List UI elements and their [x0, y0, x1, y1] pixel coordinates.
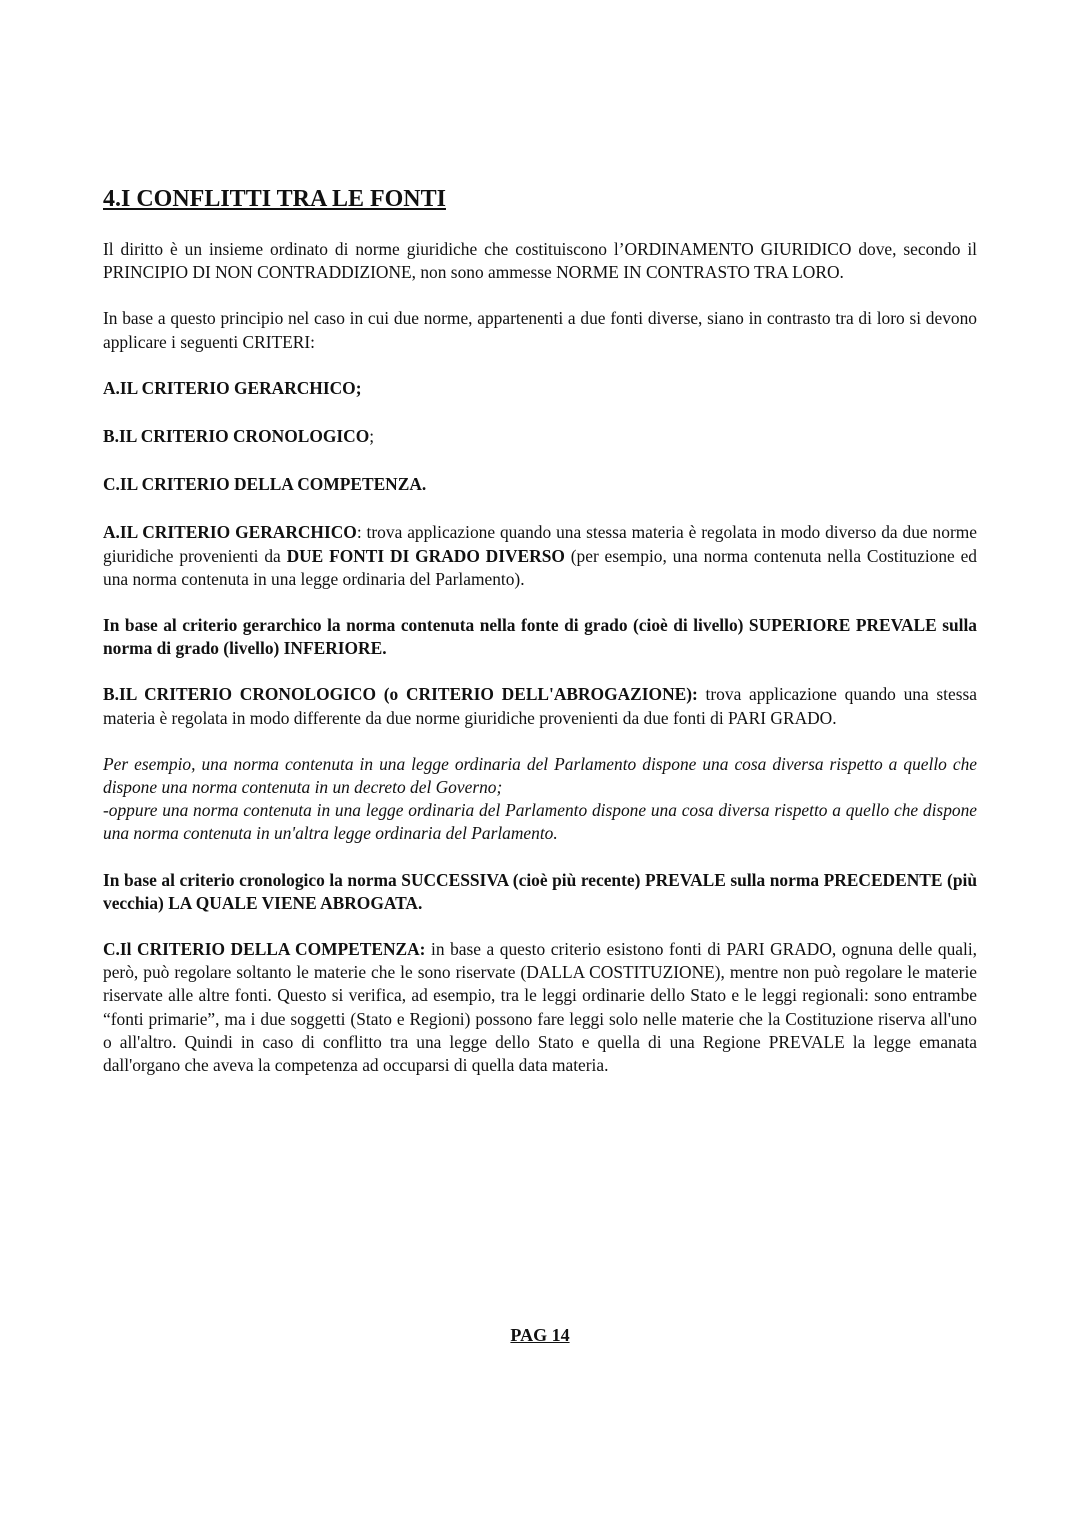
criterion-a-item: A.IL CRITERIO GERARCHICO; — [103, 377, 362, 398]
section-b-text: trova applicazione quando una stessa materia è regolata in modo differente da due norme giuridiche provenienti da due fonti di PARI GRADO. — [103, 684, 977, 728]
intro-paragraph-criteria: In base a questo principio nel caso in cui due norme, appartenenti a due fonti diverse, siano in contrasto tra di loro si devono applicare i seguenti CRITERI: — [103, 308, 977, 352]
section-a-text-2: (per esempio, una norma contenuta nella Costituzione ed una norma contenuta in una legge ordinaria del Parlamento). — [103, 545, 977, 589]
section-b-paragraph — [103, 683, 977, 729]
section-b-example-2: -oppure una norma contenuta in una legge ordinaria del Parlamento dispone una cosa diversa rispetto a quello che dispone una norma contenuta in un'altra legge ordinaria del Parlamento. — [103, 800, 977, 844]
section-a-emphasis: DUE FONTI DI GRADO DIVERSO — [286, 545, 565, 566]
section-a-rule: In base al criterio gerarchico la norma contenuta nella fonte di grado (cioè di livello) SUPERIORE PREVALE sulla norma di grado (livello) INFERIORE. — [103, 615, 977, 659]
section-a-text-1: : trova applicazione quando una stessa materia è regolata in modo diverso da due norme giuridiche provenienti da — [103, 522, 977, 566]
section-c-paragraph — [103, 938, 977, 1077]
section-b-example-1: Per esempio, una norma contenuta in una legge ordinaria del Parlamento dispone una cosa diversa rispetto a quello che dispone una norma contenuta in un decreto del Governo; — [103, 753, 977, 798]
section-b-examples — [103, 753, 977, 846]
section-a-paragraph — [103, 521, 977, 591]
criterion-b-semicolon: ; — [369, 426, 375, 447]
criterion-b-label: B.IL CRITERIO CRONOLOGICO — [103, 426, 370, 447]
section-title: 4.I CONFLITTI TRA LE FONTI — [103, 186, 446, 212]
criterion-c-item: C.IL CRITERIO DELLA COMPETENZA. — [103, 474, 427, 495]
page-number: PAG 14 — [510, 1325, 570, 1345]
intro-paragraph: Il diritto è un insieme ordinato di norme giuridiche che costituiscono l’ORDINAMENTO GIURIDICO dove, secondo il PRINCIPIO DI NON CONTRADDIZIONE, non sono ammesse NORME IN CONTRASTO TRA LORO. — [103, 239, 977, 283]
section-b-heading: B.IL CRITERIO CRONOLOGICO (o CRITERIO DELL'ABROGAZIONE): — [103, 684, 698, 705]
section-b-rule: In base al criterio cronologico la norma SUCCESSIVA (cioè più recente) PREVALE sulla norma PRECEDENTE (più vecchia) LA QUALE VIENE ABROGATA. — [103, 869, 977, 913]
document-page — [103, 183, 977, 1100]
section-c-heading: C.Il CRITERIO DELLA COMPETENZA: — [103, 939, 426, 960]
section-a-heading: A.IL CRITERIO GERARCHICO — [103, 522, 357, 543]
section-c-text: in base a questo criterio esistono fonti di PARI GRADO, ognuna delle quali, però, può regolare soltanto le materie che le sono riservate (DALLA COSTITUZIONE), mentre non può regolare le materie riservate alle altre fonti. Questo si verifica, ad esempio, tra le leggi ordinarie dello Stato e le leggi regionali: sono entrambe “fonti primarie”, ma i due soggetti (Stato e Regioni) possono fare leggi solo nelle materie che la Costituzione riserva all'uno o all'altro. Quindi in caso di conflitto tra una legge dello Stato e quella di una Regione PREVALE la legge emanata dall'organo che aveva la competenza ad occuparsi di quella data materia. — [103, 939, 977, 1076]
criterion-b-item — [103, 425, 977, 448]
